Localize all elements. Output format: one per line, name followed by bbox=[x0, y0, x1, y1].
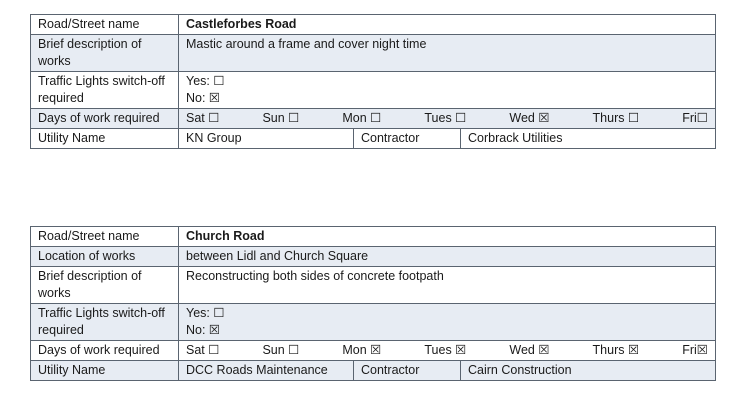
road-name: Church Road bbox=[179, 227, 716, 247]
utility-value bbox=[179, 361, 716, 381]
traffic-label: Traffic Lights switch-off required bbox=[31, 72, 179, 109]
traffic-label: Traffic Lights switch-off required bbox=[31, 304, 179, 341]
location-value: between Lidl and Church Square bbox=[179, 247, 716, 267]
contractor-label: Contractor bbox=[353, 129, 460, 148]
days-row bbox=[31, 109, 716, 129]
traffic-no: No: ☒ bbox=[186, 323, 221, 337]
day-sat: Sat ☐ bbox=[186, 343, 220, 357]
location-label: Location of works bbox=[31, 247, 179, 267]
utility-value bbox=[179, 129, 716, 149]
day-mon: Mon ☐ bbox=[342, 111, 382, 125]
day-sat: Sat ☐ bbox=[186, 111, 220, 125]
traffic-row bbox=[31, 304, 716, 341]
description-row bbox=[31, 35, 716, 72]
day-mon: Mon ☒ bbox=[342, 343, 382, 357]
works-table-1 bbox=[30, 14, 716, 149]
day-tues: Tues ☒ bbox=[424, 343, 467, 357]
day-thurs: Thurs ☒ bbox=[592, 343, 640, 357]
description-value: Mastic around a frame and cover night time bbox=[179, 35, 716, 72]
road-row bbox=[31, 227, 716, 247]
traffic-options bbox=[179, 304, 716, 341]
day-sun: Sun ☐ bbox=[262, 343, 300, 357]
road-name: Castleforbes Road bbox=[179, 15, 716, 35]
utility-name: KN Group bbox=[186, 131, 242, 145]
contractor-name: Corbrack Utilities bbox=[460, 129, 715, 148]
day-wed: Wed ☒ bbox=[509, 343, 550, 357]
traffic-yes: Yes: ☐ bbox=[186, 306, 225, 320]
day-fri: Fri☒ bbox=[682, 343, 708, 357]
day-sun: Sun ☐ bbox=[262, 111, 300, 125]
location-row bbox=[31, 247, 716, 267]
utility-label: Utility Name bbox=[31, 129, 179, 149]
traffic-no: No: ☒ bbox=[186, 91, 221, 105]
days-row bbox=[31, 341, 716, 361]
utility-row bbox=[31, 361, 716, 381]
description-row bbox=[31, 267, 716, 304]
utility-label: Utility Name bbox=[31, 361, 179, 381]
day-wed: Wed ☒ bbox=[509, 111, 550, 125]
utility-name: DCC Roads Maintenance bbox=[186, 363, 328, 377]
days-label: Days of work required bbox=[31, 109, 179, 129]
utility-row bbox=[31, 129, 716, 149]
contractor-label: Contractor bbox=[353, 361, 460, 380]
road-row bbox=[31, 15, 716, 35]
description-value: Reconstructing both sides of concrete footpath bbox=[179, 267, 716, 304]
day-thurs: Thurs ☐ bbox=[592, 111, 640, 125]
road-label: Road/Street name bbox=[31, 15, 179, 35]
traffic-row bbox=[31, 72, 716, 109]
days-value bbox=[179, 109, 716, 129]
days-value bbox=[179, 341, 716, 361]
description-label: Brief description of works bbox=[31, 35, 179, 72]
traffic-yes: Yes: ☐ bbox=[186, 74, 225, 88]
traffic-options bbox=[179, 72, 716, 109]
contractor-name: Cairn Construction bbox=[460, 361, 715, 380]
days-label: Days of work required bbox=[31, 341, 179, 361]
day-tues: Tues ☐ bbox=[424, 111, 467, 125]
day-fri: Fri☐ bbox=[682, 111, 708, 125]
description-label: Brief description of works bbox=[31, 267, 179, 304]
road-label: Road/Street name bbox=[31, 227, 179, 247]
works-table-2 bbox=[30, 226, 716, 381]
